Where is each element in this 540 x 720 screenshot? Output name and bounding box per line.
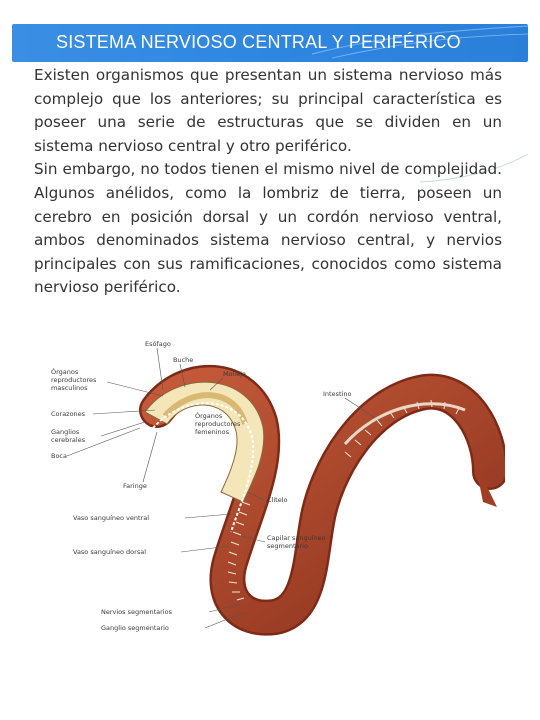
label-organos-fem-3: femeninos	[195, 428, 230, 436]
label-corazones: Corazones	[51, 410, 86, 418]
label-clitelo: Clitelo	[267, 496, 288, 504]
paragraph-1: Existen organismos que presentan un sistema nervioso más complejo que los anteriores; su principal característica es poseer una serie de estructuras que se dividen en un sistema nervioso central y otro periférico.	[34, 66, 502, 155]
label-vaso-dorsal: Vaso sanguíneo dorsal	[73, 548, 147, 556]
paragraph-2: Sin embargo, no todos tienen el mismo nivel de complejidad. Algunos anélidos, como la lombriz de tierra, poseen un cerebro en posición dorsal y un cordón nervioso ventral, ambos denominados sistema nervioso central, y nervios principales con sus ramificaciones, conocidos como sistema nervioso periférico.	[34, 160, 502, 297]
label-organos-fem-1: Órganos	[195, 412, 223, 420]
page-title: SISTEMA NERVIOSO CENTRAL Y PERIFÉRICO	[56, 32, 461, 52]
earthworm-diagram	[45, 332, 505, 642]
label-ganglios-2: cerebrales	[51, 436, 86, 444]
label-boca: Boca	[51, 452, 67, 460]
label-vaso-ventral: Vaso sanguíneo ventral	[73, 514, 150, 522]
label-organos-masc-2: reproductores	[51, 376, 97, 384]
label-buche: Buche	[173, 356, 194, 364]
label-ganglios-1: Ganglios	[51, 428, 80, 436]
label-faringe: Faringe	[123, 482, 147, 490]
title-bar	[12, 24, 528, 62]
label-ganglio-seg: Ganglio segmentario	[101, 624, 169, 632]
label-organos-fem-2: reproductores	[195, 420, 241, 428]
label-esofago: Esófago	[145, 340, 171, 348]
body-text	[34, 64, 502, 300]
label-molleja: Molleja	[223, 370, 246, 378]
label-organos-masc-1: Órganos	[51, 368, 79, 376]
label-nervios-seg: Nervios segmentarios	[101, 608, 172, 616]
label-capilar-2: segmentario	[267, 542, 308, 550]
label-intestino: Intestino	[323, 390, 352, 398]
label-organos-masc-3: masculinos	[51, 384, 88, 392]
label-capilar-1: Capilar sanguíneo	[267, 534, 326, 542]
